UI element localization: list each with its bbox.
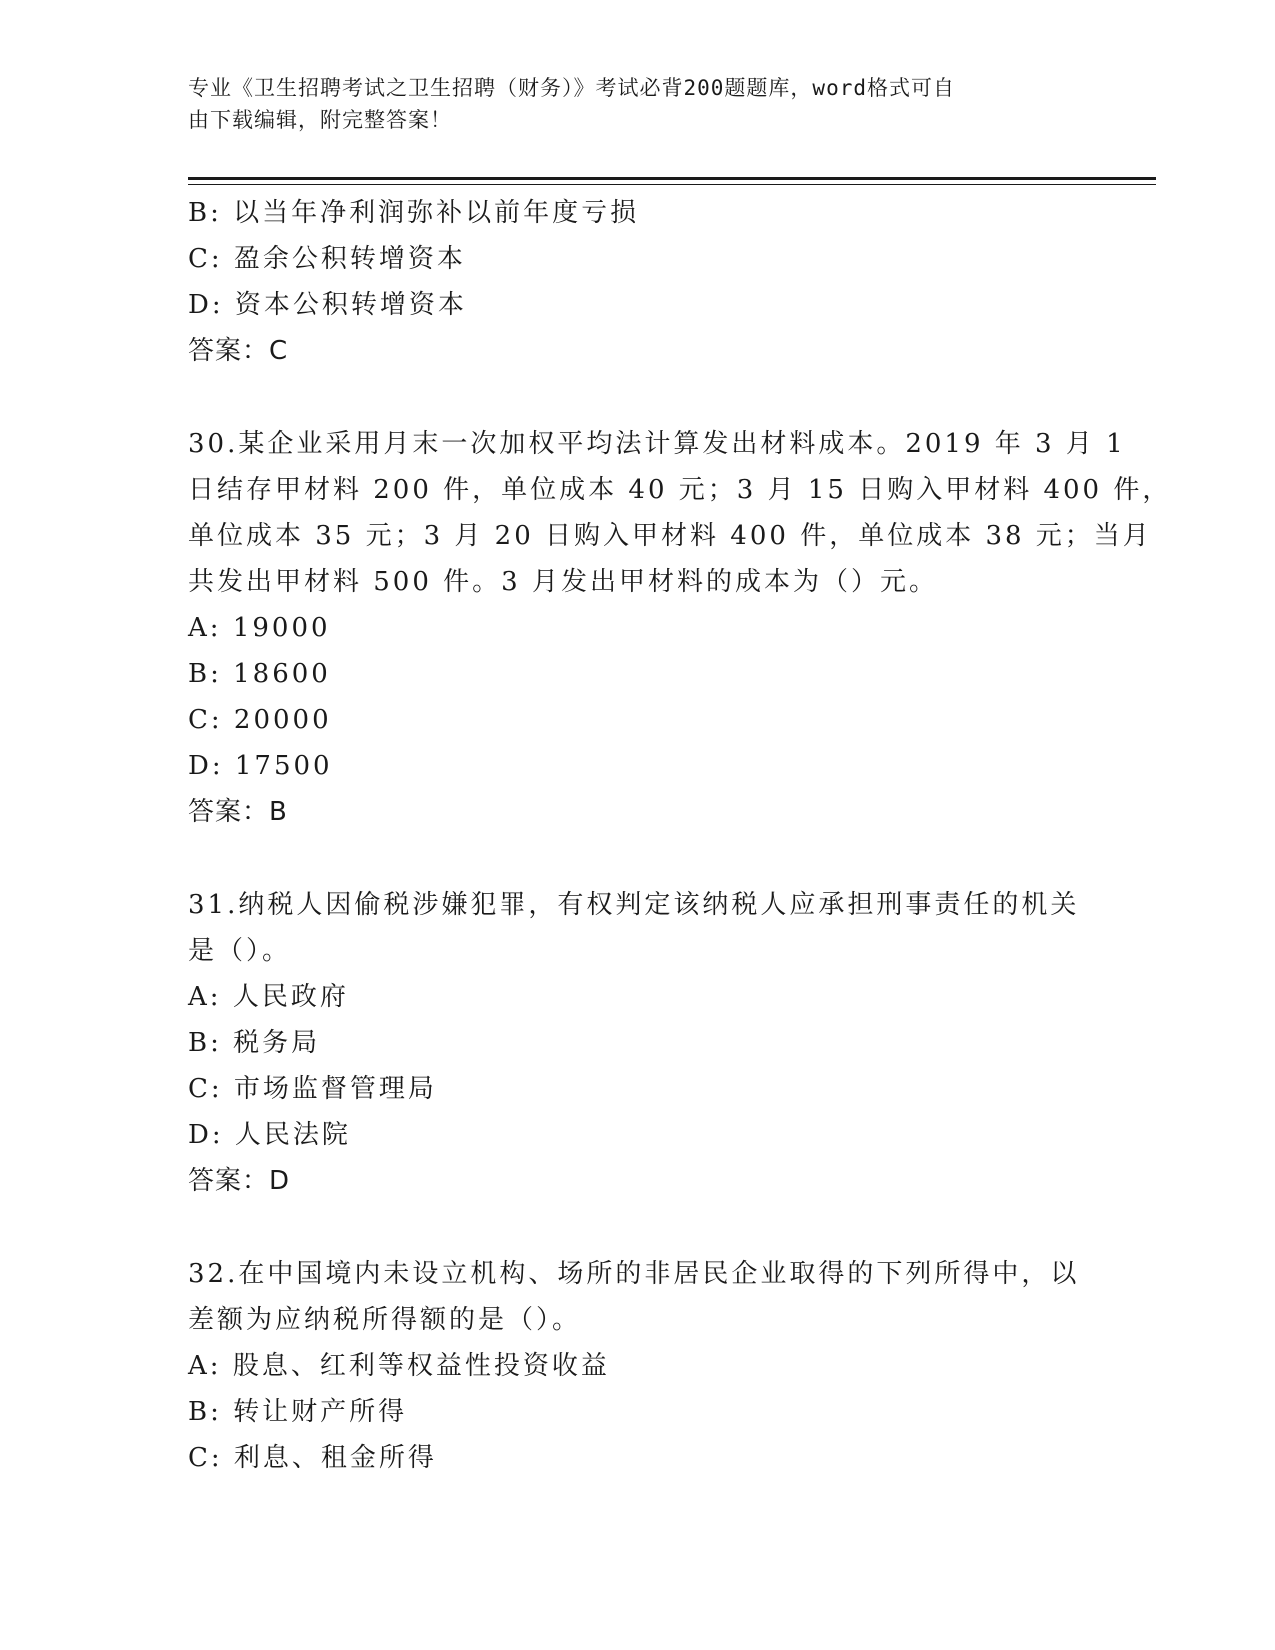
option-c — [188, 697, 1078, 743]
spacer — [188, 374, 1078, 421]
option-text: 17500 — [234, 751, 333, 781]
option-text: 20000 — [233, 705, 332, 735]
answer: 答案：B — [188, 797, 288, 827]
option-text: 人民政府 — [232, 982, 349, 1012]
option-label: C: — [188, 705, 223, 735]
option-b — [188, 1020, 1078, 1066]
option-label: C: — [188, 244, 223, 274]
option-b — [188, 1389, 1078, 1435]
option-text: 19000 — [232, 613, 331, 643]
option-d — [188, 1112, 1078, 1158]
question-text-line: 是（）。 — [188, 936, 292, 966]
option-label: A: — [188, 982, 222, 1012]
option-d — [188, 282, 1078, 328]
question-text-line: 31.纳税人因偷税涉嫌犯罪，有权判定该纳税人应承担刑事责任的机关 — [188, 890, 1080, 920]
option-text: 股息、红利等权益性投资收益 — [232, 1351, 610, 1381]
option-label: D: — [188, 1120, 224, 1150]
document-header — [188, 72, 1068, 136]
option-label: C: — [188, 1074, 223, 1104]
question-text-line: 32.在中国境内未设立机构、场所的非居民企业取得的下列所得中，以 — [188, 1259, 1080, 1289]
question-text-line: 共发出甲材料 500 件。3 月发出甲材料的成本为（）元。 — [188, 567, 938, 597]
answer: 答案：D — [188, 1166, 291, 1196]
option-label: B: — [188, 1397, 222, 1427]
header-rule-thin — [188, 184, 1156, 185]
option-label: B: — [188, 198, 222, 228]
question-text-line: 日结存甲材料 200 件，单位成本 40 元；3 月 15 日购入甲材料 400 件， — [188, 475, 1172, 505]
option-a — [188, 605, 1078, 651]
question-31 — [188, 882, 1078, 1204]
option-c — [188, 1435, 1078, 1481]
option-b — [188, 190, 1078, 236]
question-29-continued — [188, 190, 1078, 374]
header-line-2: 由下载编辑，附完整答案！ — [188, 108, 452, 132]
spacer — [188, 1204, 1078, 1251]
question-text-line: 差额为应纳税所得额的是（）。 — [188, 1305, 582, 1335]
option-a — [188, 1343, 1078, 1389]
option-text: 税务局 — [233, 1028, 321, 1058]
option-text: 转让财产所得 — [233, 1397, 408, 1427]
option-c — [188, 236, 1078, 282]
header-line-1: 专业《卫生招聘考试之卫生招聘（财务）》考试必背200题题库，word格式可自 — [188, 76, 955, 100]
question-30 — [188, 421, 1172, 835]
option-text: 18600 — [233, 659, 331, 689]
option-a — [188, 974, 1078, 1020]
option-b — [188, 651, 1078, 697]
option-label: B: — [188, 659, 222, 689]
option-text: 以当年净利润弥补以前年度亏损 — [233, 198, 640, 228]
option-label: D: — [188, 751, 224, 781]
header-rule-thick — [188, 177, 1156, 180]
option-text: 盈余公积转增资本 — [233, 244, 466, 274]
spacer — [188, 835, 1078, 882]
option-label: B: — [188, 1028, 222, 1058]
option-label: A: — [188, 613, 222, 643]
question-32 — [188, 1251, 1078, 1481]
option-text: 人民法院 — [234, 1120, 351, 1150]
document-content — [188, 190, 1172, 1481]
option-c — [188, 1066, 1078, 1112]
question-text-line: 单位成本 35 元；3 月 20 日购入甲材料 400 件，单位成本 38 元；当月 — [188, 521, 1152, 551]
option-label: A: — [188, 1351, 222, 1381]
answer: 答案：C — [188, 336, 289, 366]
option-label: D: — [188, 290, 224, 320]
option-text: 资本公积转增资本 — [234, 290, 467, 320]
option-text: 利息、租金所得 — [233, 1443, 437, 1473]
option-label: C: — [188, 1443, 223, 1473]
question-text-line: 30.某企业采用月末一次加权平均法计算发出材料成本。2019 年 3 月 1 — [188, 429, 1126, 459]
option-d — [188, 743, 1078, 789]
option-text: 市场监督管理局 — [233, 1074, 437, 1104]
